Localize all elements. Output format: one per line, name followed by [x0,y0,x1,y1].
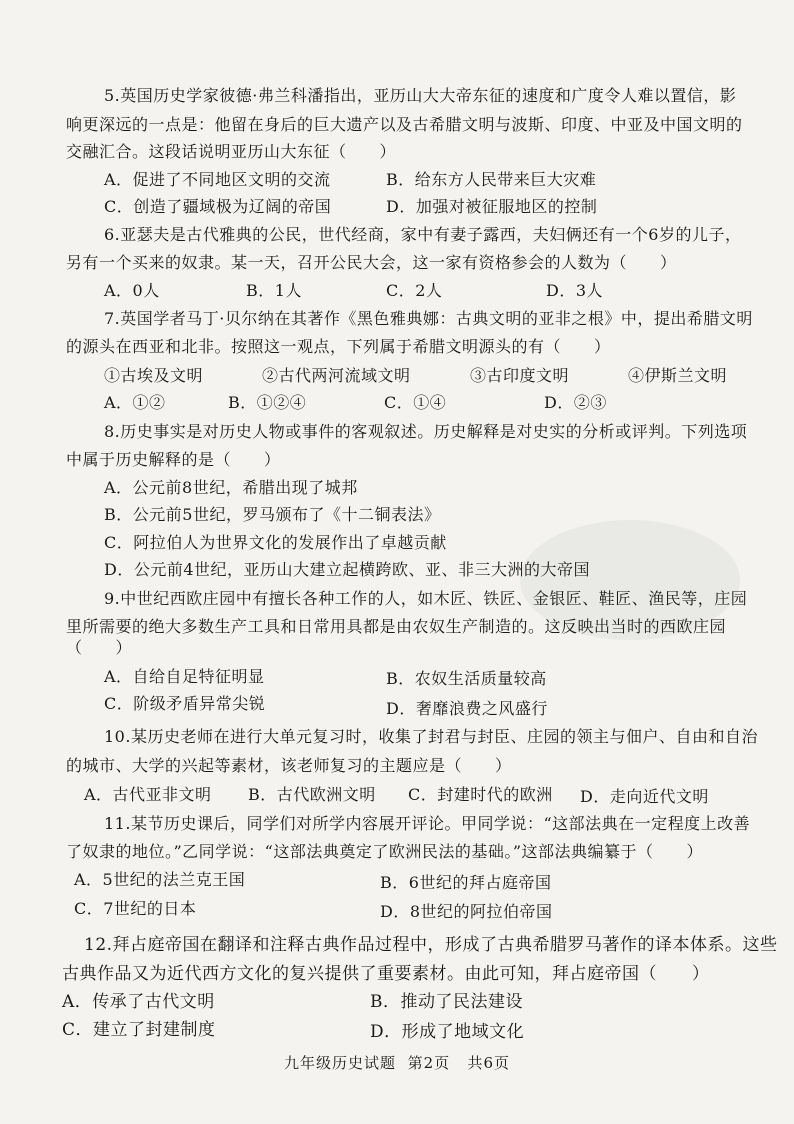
q7-item-2: ②古代两河流域文明 [262,366,411,385]
q8-option-d: D．公元前4世纪，亚历山大建立起横跨欧、亚、非三大洲的大帝国 [104,560,591,579]
q5-option-b: B．给东方人民带来巨大灾难 [386,170,597,189]
q7-item-3: ③古印度文明 [470,366,570,385]
q12-option-a: A．传承了古代文明 [62,992,215,1012]
q5-stem-line-3: 交融汇合。这段话说明亚历山大东征（ ） [66,142,397,161]
q8-stem-line-1: 8.历史事实是对历史人物或事件的客观叙述。历史解释是对史实的分析或评判。下列选项 [104,422,748,441]
q6-stem-line-2: 另有一个买来的奴隶。某一天，召开公民大会，这一家有资格参会的人数为（ ） [66,253,677,272]
q9-stem-line-3: （ ） [66,638,133,657]
q5-stem-line-1: 5.英国历史学家彼德·弗兰科潘指出，亚历山大大帝东征的速度和广度令人难以置信，影 [104,86,737,105]
q11-option-d: D．8世纪的阿拉伯帝国 [380,902,553,921]
q7-item-1: ①古埃及文明 [104,366,204,385]
q7-stem-line-2: 的源头在西亚和北非。按照这一观点，下列属于希腊文明源头的有（ ） [66,337,611,356]
q8-option-b: B．公元前5世纪，罗马颁布了《十二铜表法》 [104,505,441,524]
q11-option-c: C．7世纪的日本 [74,899,197,918]
q5-option-d: D．加强对被征服地区的控制 [386,197,598,216]
q11-option-a: A．5世纪的法兰克王国 [74,870,246,889]
q10-stem-line-2: 的城市、大学的兴起等素材，该老师复习的主题应是（ ） [66,756,512,775]
q12-option-c: C．建立了封建制度 [62,1020,216,1040]
q5-option-a: A．促进了不同地区文明的交流 [104,170,331,189]
page-footer [0,1052,794,1073]
q7-option-a: A．①② [104,393,166,412]
q11-stem-line-2: 了奴隶的地位。”乙同学说：“这部法典奠定了欧洲民法的基础。”这部法典编纂于（ ） [66,842,704,861]
q7-item-4: ④伊斯兰文明 [628,366,728,385]
q6-option-c: C．2人 [386,281,443,300]
q6-option-d: D．3人 [546,281,604,300]
q5-stem-line-2: 响更深远的一点是：他留在身后的巨大遗产以及古希腊文明与波斯、印度、中亚及中国文明的 [66,115,743,134]
q8-option-a: A．公元前8世纪，希腊出现了城邦 [104,478,358,497]
q10-option-a: A．古代亚非文明 [84,785,212,804]
q12-option-d: D．形成了地域文化 [370,1022,525,1042]
q12-stem-line-1: 12.拜占庭帝国在翻译和注释古典作品过程中，形成了古典希腊罗马著作的译本体系。这些 [84,935,778,955]
q9-stem-line-1: 9.中世纪西欧庄园中有擅长各种工作的人，如木匠、铁匠、金银匠、鞋匠、渔民等，庄园 [104,589,748,608]
q6-option-b: B．1人 [246,281,302,300]
q9-option-b: B．农奴生活质量较高 [386,669,547,688]
q8-stem-line-2: 中属于历史解释的是（ ） [66,450,281,469]
q7-option-b: B．①②④ [228,393,307,412]
footer-page: 第2页 [407,1054,451,1072]
q10-option-d: D．走向近代文明 [580,787,709,806]
q9-option-d: D．奢靡浪费之风盛行 [386,699,548,718]
q10-stem-line-1: 10.某历史老师在进行大单元复习时，收集了封君与封臣、庄园的领主与佃户、自由和自治 [104,727,758,746]
q11-stem-line-1: 11.某节历史课后，同学们对所学内容展开评论。甲同学说：“这部法典在一定程度上改善 [104,814,751,833]
q6-option-a: A．0人 [104,281,160,300]
q8-option-c: C．阿拉伯人为世界文化的发展作出了卓越贡献 [104,533,447,552]
q7-option-c: C．①④ [384,393,447,412]
footer-title: 九年级历史试题 [284,1054,397,1072]
q11-option-b: B．6世纪的拜占庭帝国 [380,873,552,892]
q10-option-c: C．封建时代的欧洲 [408,785,553,804]
footer-total: 共6页 [467,1054,510,1072]
q6-stem-line-1: 6.亚瑟夫是古代雅典的公民，世代经商，家中有妻子露西，夫妇俩还有一个6岁的儿子， [104,225,742,244]
q9-option-c: C．阶级矛盾异常尖锐 [104,694,266,713]
q9-stem-line-2: 里所需要的绝大多数生产工具和日常用具都是由农奴生产制造的。这反映出当时的西欧庄园 [66,617,727,636]
q10-option-b: B．古代欧洲文明 [248,785,376,804]
q7-option-d: D．②③ [544,393,607,412]
q12-stem-line-2: 古典作品又为近代西方文化的复兴提供了重要素材。由此可知，拜占庭帝国（ ） [62,964,710,984]
q9-option-a: A．自给自足特征明显 [104,667,265,686]
q12-option-b: B．推动了民法建设 [370,992,523,1012]
q5-option-c: C．创造了疆域极为辽阔的帝国 [104,197,332,216]
q7-stem-line-1: 7.英国学者马丁·贝尔纳在其著作《黑色雅典娜：古典文明的亚非之根》中，提出希腊文明 [104,309,753,328]
